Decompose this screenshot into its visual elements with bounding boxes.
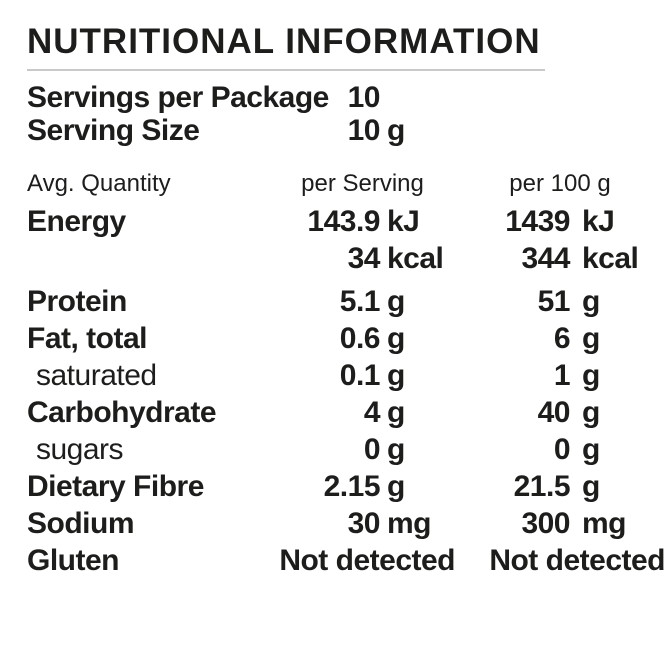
serving-info-row [27,81,665,114]
per-100g-unit: g [582,396,600,429]
nutrient-row-energy [27,203,665,240]
serving-info-label: Serving Size [27,114,200,147]
per-100g-unit: g [582,470,600,503]
serving-info-value: 10 [347,81,380,114]
per-serving-unit: g [387,359,405,392]
per-serving-unit: g [387,322,405,355]
label-title: NUTRITIONAL INFORMATION [27,22,541,61]
nutrient-label: Fat, total [27,322,147,355]
per-100g-unit: g [582,322,600,355]
per-serving-unit: g [387,396,405,429]
nutrient-row-fat-total [27,320,665,357]
per-100g-value: 1439 [505,205,570,238]
nutrient-label [27,240,270,277]
nutrient-row-fat-saturated [27,357,665,394]
nutrient-row-protein [27,283,665,320]
per-serving-value: 0.1 [339,359,380,392]
nutrient-label: saturated [36,359,157,392]
nutrient-row-sugars [27,431,665,468]
per-100g-unit: kcal [582,242,639,275]
per-serving-value: 0.6 [339,322,380,355]
nutrient-label: Protein [27,285,127,318]
nutrient-row-sodium [27,505,665,542]
nutrient-label: Gluten [27,544,119,577]
per-100g-value: 300 [521,507,570,540]
nutrition-table [27,169,665,579]
per-100g-unit: mg [582,507,626,540]
nutrient-label: Energy [27,205,126,238]
per-100g-unit: g [582,285,600,318]
nutrient-label: Sodium [27,507,134,540]
serving-info-block [27,81,665,147]
per-100g-value: Not detected [489,544,665,577]
per-serving-value: 2.15 [323,470,380,503]
per-serving-value: 0 [363,433,380,466]
per-100g-value: 40 [537,396,570,429]
nutrient-row-gluten [27,542,665,579]
per-100g-unit: g [582,433,600,466]
nutrient-row-dietary-fibre [27,468,665,505]
per-serving-value: 143.9 [307,205,380,238]
column-header-row [27,169,665,199]
column-header-per-serving: per Serving [301,170,424,197]
serving-info-value: 10 [347,114,380,147]
per-serving-value: 5.1 [339,285,380,318]
column-header-per-100g: per 100 g [509,170,611,197]
per-serving-unit: g [387,470,405,503]
per-serving-value: 34 [347,242,380,275]
per-serving-unit: kcal [387,242,444,275]
serving-info-unit [380,81,665,114]
nutrient-row-carbohydrate [27,394,665,431]
nutrient-row-energy-kcal [27,240,665,277]
serving-info-label: Servings per Package [27,81,329,114]
per-serving-value: 30 [347,507,380,540]
nutrient-label: sugars [36,433,124,466]
per-serving-value: Not detected [279,544,455,577]
nutrient-label: Dietary Fibre [27,470,204,503]
per-100g-unit: g [582,359,600,392]
title-underline [27,69,545,71]
per-100g-unit: kJ [582,205,615,238]
column-header-quantity: Avg. Quantity [27,170,171,197]
per-serving-unit: g [387,285,405,318]
per-serving-unit: kJ [387,205,420,238]
serving-info-unit: g [387,114,405,147]
nutrient-label: Carbohydrate [27,396,217,429]
per-serving-value: 4 [363,396,380,429]
per-100g-value: 1 [553,359,570,392]
per-100g-value: 0 [553,433,570,466]
per-serving-unit: g [387,433,405,466]
serving-info-row [27,114,665,147]
per-serving-unit: mg [387,507,431,540]
per-100g-value: 6 [553,322,570,355]
per-100g-value: 21.5 [513,470,570,503]
per-100g-value: 344 [521,242,570,275]
per-100g-value: 51 [537,285,570,318]
